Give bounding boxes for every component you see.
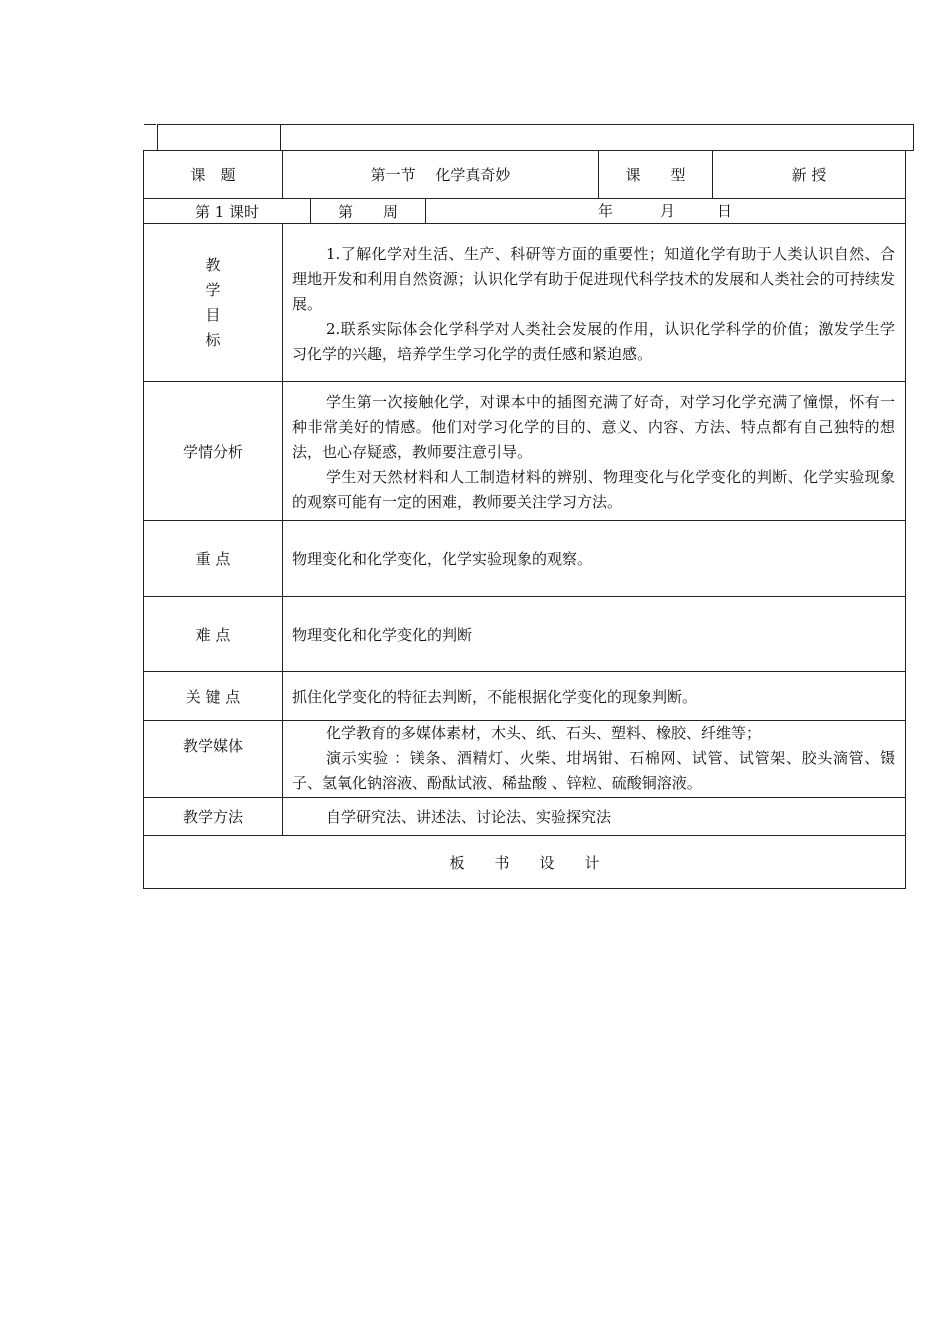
date-year: 年 [598,202,614,220]
analysis-paragraph-1: 学生第一次接触化学，对课本中的插图充满了好奇，对学习化学充满了憧憬，怀有一种非常美好的情感。他们对学习化学的目的、意义、内容、方法、特点都有自己独特的想法，也心存疑惑，教师要注意引导。 [292,393,895,461]
objectives-content [292,242,895,367]
critical-point-value: 抓住化学变化的特征去判断，不能根据化学变化的现象判断。 [292,687,698,706]
objectives-label-char-2: 学 [205,280,221,299]
table-bottom-border [143,888,906,889]
topic-value: 第一节 化学真奇妙 [370,166,511,184]
objectives-label-char-3: 目 [205,305,221,324]
objectives-paragraph-2: 2.联系实际体会化学科学对人类社会发展的作用，认识化学科学的价值；激发学生学习化学的兴趣，培养学生学习化学的责任感和紧迫感。 [292,320,895,363]
media-content [292,721,895,796]
date-day: 日 [717,202,733,220]
key-point-value: 物理变化和化学变化，化学实验现象的观察。 [292,550,593,568]
session-col-div-2 [425,198,426,223]
type-value: 新 授 [791,166,827,184]
key-point-label: 重 点 [195,550,231,568]
type-label: 课 型 [625,166,686,184]
method-label: 教学方法 [182,808,243,826]
media-label: 教学媒体 [182,737,243,755]
topic-label: 课 题 [190,166,236,184]
top-strip-left-border [157,124,158,150]
label-content-divider [282,223,283,835]
objectives-label-char-4: 标 [205,330,221,349]
critical-point-label: 关 键 点 [185,687,241,706]
objectives-label [144,224,282,381]
lesson-number: 第 1 课时 [194,202,260,221]
top-strip-top-border [157,124,914,125]
media-paragraph-1: 化学教育的多媒体素材，木头、纸、石头、塑料、橡胶、纤维等； [326,724,762,742]
date-month: 月 [660,202,676,220]
objectives-paragraph-1: 1.了解化学对生活、生产、科研等方面的重要性；知道化学有助于人类认识自然、合理地开发和利用自然资源；认识化学有助于促进现代科学技术的发展和人类社会的可持续发展。 [292,245,895,313]
board-design-title: 板 书 设 计 [449,853,600,872]
analysis-label: 学情分析 [182,442,243,461]
top-strip-divider [280,124,281,150]
difficulty-label: 难 点 [195,625,231,644]
objectives-label-char-1: 教 [205,255,221,274]
difficulty-value: 物理变化和化学变化的判断 [292,625,473,644]
media-paragraph-2: 演示实验 ：镁条、酒精灯、火柴、坩埚钳、石棉网、试管、试管架、胶头滴管、镊子、氢氧化钠溶液、酚酞试液、稀盐酸 、锌粒、硫酸铜溶液。 [292,749,895,792]
method-value: 自学研究法、讲述法、讨论法、实验探究法 [326,808,612,826]
analysis-paragraph-2: 学生对天然材料和人工制造材料的辨别、物理变化与化学变化的判断、化学实验现象的观察可能有一定的困难，教师要关注学习方法。 [292,468,895,511]
week-field: 第 周 [337,202,398,221]
analysis-content [292,390,895,515]
top-strip-right-border [913,124,914,150]
top-strip-tick [144,124,156,125]
